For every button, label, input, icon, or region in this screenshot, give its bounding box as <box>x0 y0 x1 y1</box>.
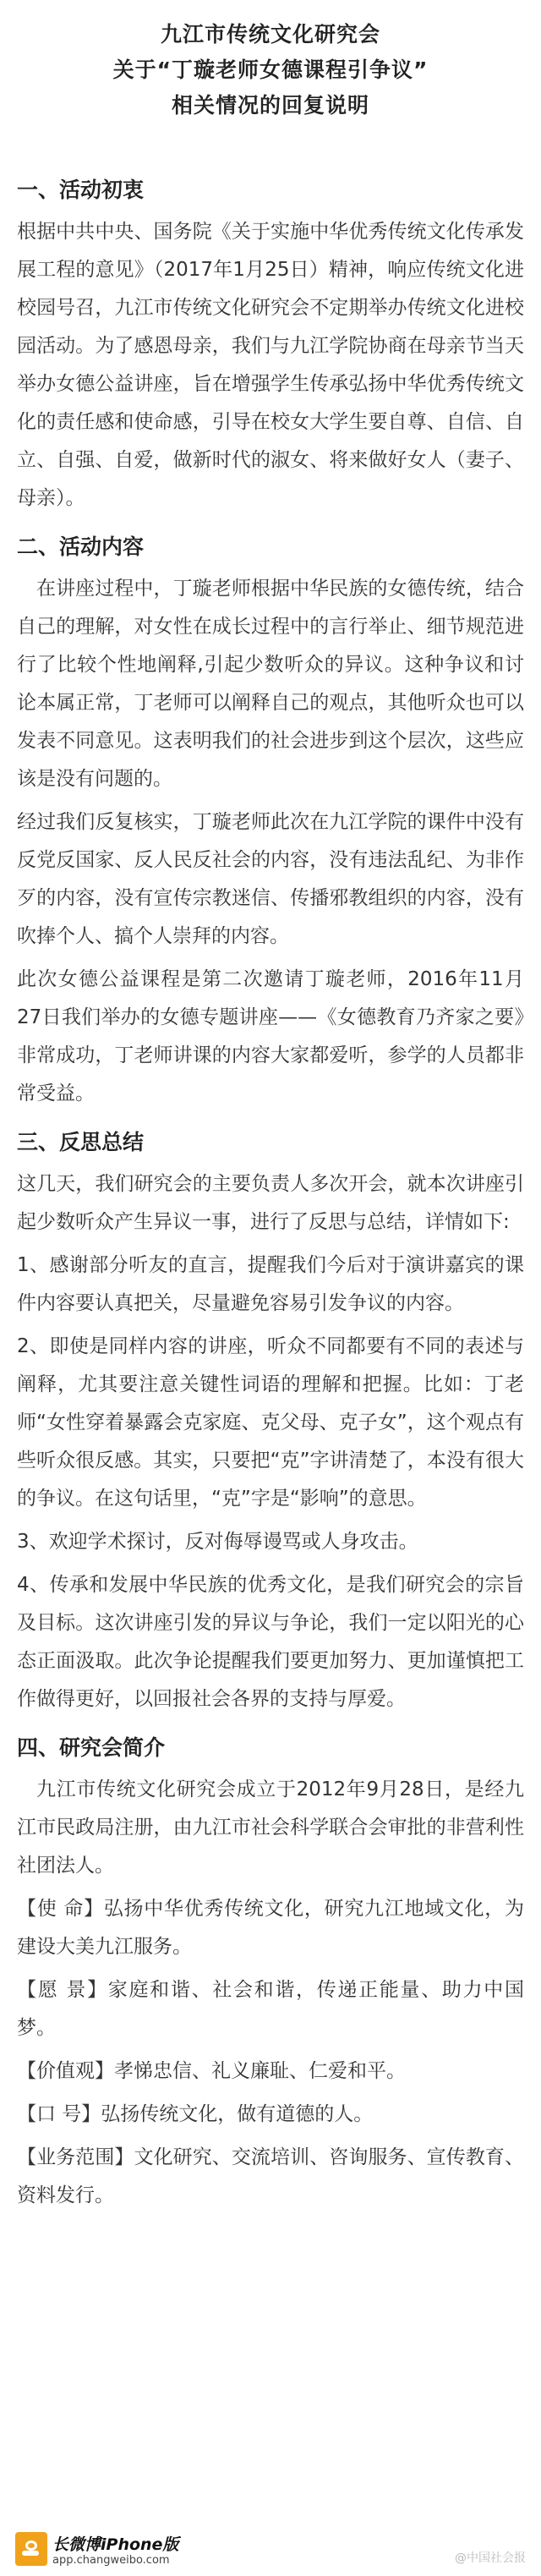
section-heading-intro: 四、研究会简介 <box>17 1735 166 1760</box>
document-body <box>17 17 524 2220</box>
footer-brand: 长微博iPhone版 <box>52 2535 179 2554</box>
document-title <box>17 17 524 123</box>
paragraph: 【使 命】弘扬中华优秀传统文化，研究九江地域文化，为建设大美九江服务。 <box>17 1898 524 1958</box>
paragraph: 此次女德公益课程是第二次邀请丁璇老师，2016年11月27日我们举办的女德专题讲座——《女德教育乃齐家之要》非常成功，丁老师讲课的内容大家都爱听，参学的人员都非常受益。 <box>17 968 524 1104</box>
section-heading-reflection: 三、反思总结 <box>17 1130 145 1154</box>
paragraph: 【业务范围】文化研究、交流培训、咨询服务、宣传教育、资料发行。 <box>17 2146 524 2206</box>
title-line-1: 九江市传统文化研究会 <box>160 22 380 47</box>
title-line-3: 相关情况的回复说明 <box>171 93 369 118</box>
watermark: @中国社会报 <box>455 2551 526 2565</box>
paragraph: 根据中共中央、国务院《关于实施中华优秀传统文化传承发展工程的意见》（2017年1月25日）精神，响应传统文化进校园号召，九江市传统文化研究会不定期举办传统文化进校园活动。为了感恩母亲，我们与九江学院协商在母亲节当天举办女德公益讲座，旨在增强学生传承弘扬中华优秀传统文化的责任感和使命感，引导在校女大学生要自尊、自信、自立、自强、自爱，做新时代的淑女、将来做好女人（妻子、母亲）。 <box>17 221 524 509</box>
paragraph: 【愿 景】家庭和谐、社会和谐，传递正能量、助力中国梦。 <box>17 1979 524 2039</box>
paragraph: 【价值观】孝悌忠信、礼义廉耻、仁爱和平。 <box>17 2060 406 2082</box>
paragraph: 在讲座过程中，丁璇老师根据中华民族的女德传统，结合自己的理解，对女性在成长过程中的言行举止、细节规范进行了比较个性地阐释,引起少数听众的异议。这种争议和讨论本属正常，丁老师可以阐释自己的观点，其他听众也可以发表不同意见。这表明我们的社会进步到这个层次，这些应该是没有问题的。 <box>17 578 524 790</box>
section-heading-purpose: 一、活动初衷 <box>17 178 145 202</box>
footer-url: app.changweibo.com <box>52 2554 170 2567</box>
title-line-2: 关于“丁璇老师女德课程引争议” <box>112 58 429 82</box>
paragraph: 1、感谢部分听友的直言，提醒我们今后对于演讲嘉宾的课件内容要认真把关，尽量避免容易引发争议的内容。 <box>17 1254 524 1314</box>
paragraph: 这几天，我们研究会的主要负责人多次开会，就本次讲座引起少数听众产生异议一事，进行了反思与总结，详情如下: <box>17 1173 524 1233</box>
changweibo-logo-icon <box>15 2532 47 2566</box>
paragraph: 九江市传统文化研究会成立于2012年9月28日，是经九江市民政局注册，由九江市社会科学联合会审批的非营利性社团法人。 <box>17 1779 524 1877</box>
paragraph: 4、传承和发展中华民族的优秀文化，是我们研究会的宗旨及目标。这次讲座引发的异议与争论，我们一定以阳光的心态正面汲取。此次争论提醒我们要更加努力、更加谨慎把工作做得更好，以回报社会各界的支持与厚爱。 <box>17 1574 524 1710</box>
paragraph: 3、欢迎学术探讨，反对侮辱谩骂或人身攻击。 <box>17 1531 418 1553</box>
section-heading-content: 二、活动内容 <box>17 534 145 559</box>
paragraph: 经过我们反复核实，丁璇老师此次在九江学院的课件中没有反党反国家、反人民反社会的内容，没有违法乱纪、为非作歹的内容，没有宣传宗教迷信、传播邪教组织的内容，没有吹捧个人、搞个人崇拜的内容。 <box>17 811 524 947</box>
footer-bar <box>0 2525 541 2576</box>
paragraph: 【口 号】弘扬传统文化，做有道德的人。 <box>17 2103 374 2125</box>
paragraph: 2、即使是同样内容的讲座，听众不同都要有不同的表述与阐释，尤其要注意关键性词语的理解和把握。比如：丁老师“女性穿着暴露会克家庭、克父母、克子女”，这个观点有些听众很反感。其实，只要把“克”字讲清楚了，本没有很大的争议。在这句话里，“克”字是“影响”的意思。 <box>17 1335 524 1510</box>
